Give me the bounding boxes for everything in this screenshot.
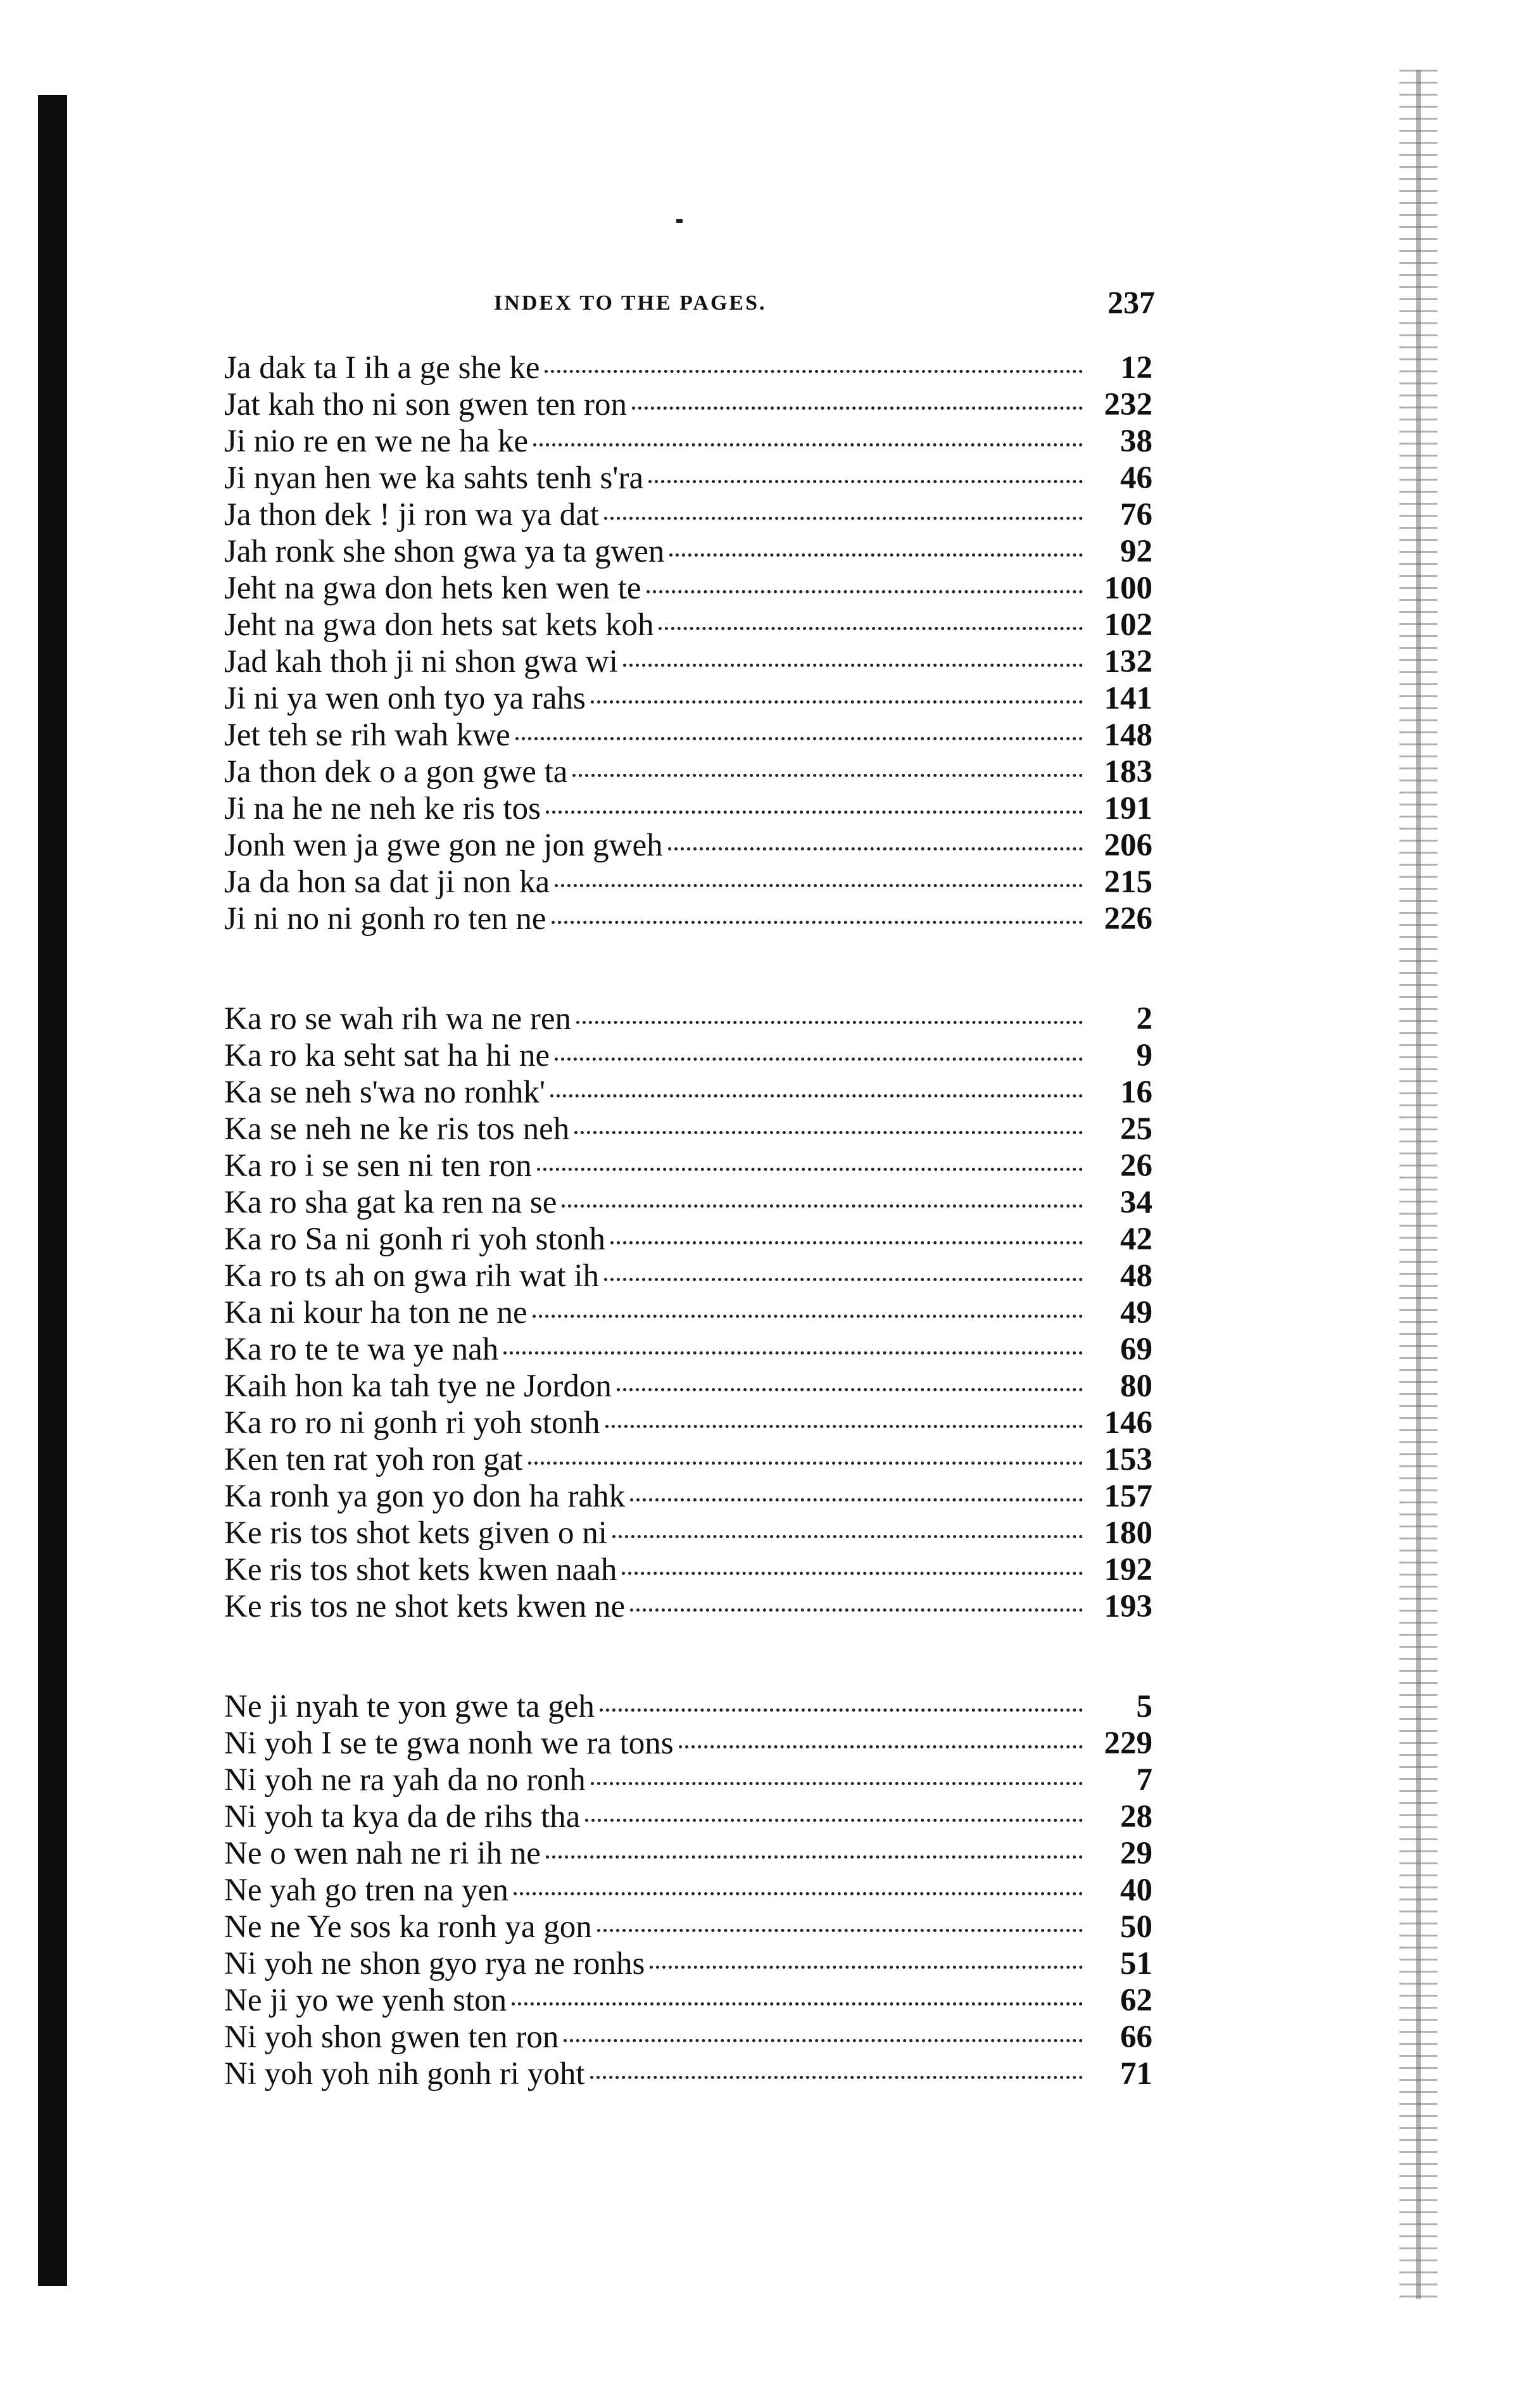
entry-title: Ni yoh ne ra yah da no ronh bbox=[224, 1762, 586, 1798]
entry-page-number: 51 bbox=[1120, 1946, 1152, 1981]
index-entry bbox=[224, 680, 1152, 717]
entry-title: Ja dak ta I ih a ge she ke bbox=[224, 350, 540, 386]
entry-page-number: 80 bbox=[1120, 1368, 1152, 1404]
entry-page-number: 16 bbox=[1120, 1075, 1152, 1110]
entry-page-number: 92 bbox=[1120, 534, 1152, 569]
dot-leader bbox=[605, 1425, 1083, 1428]
entry-title: Ni yoh I se te gwa nonh we ra tons bbox=[224, 1726, 674, 1761]
entry-page-number: 28 bbox=[1120, 1799, 1152, 1835]
entry-page-number: 40 bbox=[1120, 1873, 1152, 1908]
entry-page-number: 100 bbox=[1104, 571, 1152, 606]
entry-page-number: 38 bbox=[1120, 424, 1152, 459]
entry-title: Ji nyan hen we ka sahts tenh s'ra bbox=[224, 460, 644, 496]
entry-title: Ji ni no ni gonh ro ten ne bbox=[224, 901, 546, 937]
index-entry bbox=[224, 1515, 1152, 1551]
entry-page-number: 25 bbox=[1120, 1111, 1152, 1147]
entry-title: Kaih hon ka tah tye ne Jordon bbox=[224, 1368, 612, 1404]
index-entry bbox=[224, 1368, 1152, 1405]
dot-leader bbox=[630, 1608, 1083, 1612]
entry-title: Jet teh se rih wah kwe bbox=[224, 717, 510, 753]
index-entry bbox=[224, 1945, 1152, 1982]
entry-title: Ne ji nyah te yon gwe ta geh bbox=[224, 1689, 595, 1724]
index-entry bbox=[224, 1331, 1152, 1368]
entry-page-number: 26 bbox=[1120, 1148, 1152, 1184]
index-entry bbox=[224, 790, 1152, 827]
page-fore-edge bbox=[1399, 70, 1437, 2299]
entry-title: Ka ro Sa ni gonh ri yoh stonh bbox=[224, 1222, 606, 1257]
entry-title: Ne ji yo we yenh ston bbox=[224, 1983, 507, 2018]
dot-leader bbox=[564, 2039, 1083, 2042]
entry-title: Ka ro te te wa ye nah bbox=[224, 1332, 499, 1367]
dot-leader bbox=[572, 774, 1083, 777]
entry-page-number: 42 bbox=[1120, 1222, 1152, 1257]
entry-title: Ne yah go tren na yen bbox=[224, 1873, 508, 1908]
dot-leader bbox=[659, 627, 1083, 630]
dot-leader bbox=[562, 1204, 1083, 1208]
entry-title: Ka se neh ne ke ris tos neh bbox=[224, 1111, 570, 1147]
dot-leader bbox=[590, 2076, 1083, 2079]
dot-leader bbox=[597, 1929, 1083, 1932]
index-entry bbox=[224, 2056, 1152, 2092]
dot-leader bbox=[555, 1058, 1083, 1061]
index-entry bbox=[224, 1111, 1152, 1147]
entry-title: Ka ro ts ah on gwa rih wat ih bbox=[224, 1258, 600, 1294]
dot-leader bbox=[533, 1315, 1083, 1318]
index-entry bbox=[224, 533, 1152, 570]
dot-leader bbox=[622, 1572, 1083, 1575]
entry-page-number: 206 bbox=[1104, 828, 1152, 863]
index-entry bbox=[224, 1725, 1152, 1762]
index-entry bbox=[224, 1688, 1152, 1725]
index-entry bbox=[224, 1221, 1152, 1258]
dot-leader bbox=[648, 480, 1083, 483]
entry-title: Ke ris tos shot kets given o ni bbox=[224, 1515, 607, 1551]
entry-title: Ji ni ya wen onh tyo ya rahs bbox=[224, 681, 586, 716]
entry-title: Ni yoh ne shon gyo rya ne ronhs bbox=[224, 1946, 645, 1981]
index-entry bbox=[224, 1147, 1152, 1184]
dot-leader bbox=[546, 1855, 1083, 1859]
dot-leader bbox=[533, 443, 1083, 446]
page-header bbox=[228, 284, 1155, 322]
index-entry bbox=[224, 717, 1152, 754]
index-entry bbox=[224, 423, 1152, 460]
entry-page-number: 132 bbox=[1104, 644, 1152, 679]
index-entry bbox=[224, 754, 1152, 790]
dot-leader bbox=[503, 1351, 1083, 1355]
index-entry bbox=[224, 1478, 1152, 1515]
entry-title: Ka se neh s'wa no ronhk' bbox=[224, 1075, 546, 1110]
index-entry bbox=[224, 496, 1152, 533]
index-entry bbox=[224, 1982, 1152, 2019]
entry-title: Ka ni kour ha ton ne ne bbox=[224, 1295, 527, 1330]
entry-page-number: 153 bbox=[1104, 1442, 1152, 1477]
entry-title: Ke ris tos ne shot kets kwen ne bbox=[224, 1589, 626, 1624]
entry-page-number: 5 bbox=[1136, 1689, 1152, 1724]
entry-title: Ke ris tos shot kets kwen naah bbox=[224, 1552, 617, 1588]
entry-title: Ken ten rat yoh ron gat bbox=[224, 1442, 523, 1477]
dot-leader bbox=[612, 1535, 1083, 1538]
entry-page-number: 191 bbox=[1104, 791, 1152, 826]
index-entry bbox=[224, 2019, 1152, 2056]
dot-leader bbox=[555, 884, 1083, 887]
entry-title: Ja thon dek o a gon gwe ta bbox=[224, 754, 568, 790]
entry-page-number: 69 bbox=[1120, 1332, 1152, 1367]
dot-leader bbox=[647, 590, 1083, 593]
index-entry bbox=[224, 1762, 1152, 1798]
page-binding-edge bbox=[38, 95, 67, 2286]
entry-page-number: 48 bbox=[1120, 1258, 1152, 1294]
entry-title: Ni yoh ta kya da de rihs tha bbox=[224, 1799, 581, 1835]
entry-page-number: 62 bbox=[1120, 1983, 1152, 2018]
index-entry bbox=[224, 864, 1152, 900]
entry-title: Ne o wen nah ne ri ih ne bbox=[224, 1836, 541, 1871]
entry-page-number: 34 bbox=[1120, 1185, 1152, 1220]
dot-leader bbox=[550, 1094, 1083, 1097]
index-entry bbox=[224, 1588, 1152, 1625]
index-entry bbox=[224, 1074, 1152, 1111]
entry-title: Ka ro ka seht sat ha hi ne bbox=[224, 1038, 550, 1073]
entry-page-number: 215 bbox=[1104, 864, 1152, 900]
entry-title: Ne ne Ye sos ka ronh ya gon bbox=[224, 1909, 592, 1945]
index-entry bbox=[224, 460, 1152, 496]
index-entry bbox=[224, 607, 1152, 643]
index-entry bbox=[224, 1037, 1152, 1074]
dot-leader bbox=[514, 1892, 1083, 1895]
dot-leader bbox=[591, 700, 1083, 704]
index-entry bbox=[224, 643, 1152, 680]
entry-title: Ka ronh ya gon yo don ha rahk bbox=[224, 1479, 626, 1514]
index-entry bbox=[224, 386, 1152, 423]
entry-page-number: 2 bbox=[1136, 1001, 1152, 1037]
dot-leader bbox=[679, 1745, 1083, 1748]
entry-page-number: 141 bbox=[1104, 681, 1152, 716]
entry-page-number: 102 bbox=[1104, 607, 1152, 643]
entry-page-number: 7 bbox=[1136, 1762, 1152, 1798]
dot-leader bbox=[668, 847, 1083, 850]
index-entry bbox=[224, 1441, 1152, 1478]
dot-leader bbox=[591, 1782, 1083, 1785]
index-section bbox=[224, 1001, 1152, 1625]
dot-leader bbox=[574, 1131, 1083, 1134]
dot-leader bbox=[545, 370, 1083, 373]
entry-title: Ni yoh shon gwen ten ron bbox=[224, 2019, 559, 2055]
entry-title: Ka ro sha gat ka ren na se bbox=[224, 1185, 557, 1220]
entry-title: Jad kah thoh ji ni shon gwa wi bbox=[224, 644, 618, 679]
dot-leader bbox=[650, 1966, 1083, 1969]
entry-title: Jeht na gwa don hets ken wen te bbox=[224, 571, 641, 606]
index-entry bbox=[224, 900, 1152, 937]
dot-leader bbox=[610, 1241, 1083, 1244]
entry-page-number: 148 bbox=[1104, 717, 1152, 753]
index-entry bbox=[224, 1909, 1152, 1945]
index-entry bbox=[224, 1294, 1152, 1331]
dot-leader bbox=[604, 1278, 1083, 1281]
entry-title: Jah ronk she shon gwa ya ta gwen bbox=[224, 534, 665, 569]
index-entry bbox=[224, 1798, 1152, 1835]
entry-title: Jeht na gwa don hets sat kets koh bbox=[224, 607, 654, 643]
dot-leader bbox=[576, 1021, 1083, 1024]
entry-title: Ka ro i se sen ni ten ron bbox=[224, 1148, 532, 1184]
page-number: 237 bbox=[1108, 284, 1155, 320]
print-speck bbox=[676, 219, 683, 223]
dot-leader bbox=[512, 2002, 1083, 2006]
entry-page-number: 9 bbox=[1136, 1038, 1152, 1073]
index-list bbox=[224, 350, 1152, 2156]
entry-page-number: 66 bbox=[1120, 2019, 1152, 2055]
entry-title: Ji nio re en we ne ha ke bbox=[224, 424, 529, 459]
entry-page-number: 12 bbox=[1120, 350, 1152, 386]
entry-title: Jat kah tho ni son gwen ten ron bbox=[224, 387, 627, 422]
entry-page-number: 46 bbox=[1120, 460, 1152, 496]
dot-leader bbox=[528, 1462, 1083, 1465]
dot-leader bbox=[623, 664, 1083, 667]
entry-title: Ji na he ne neh ke ris tos bbox=[224, 791, 541, 826]
dot-leader bbox=[630, 1498, 1083, 1501]
index-entry bbox=[224, 1258, 1152, 1294]
dot-leader bbox=[669, 553, 1083, 557]
dot-leader bbox=[585, 1819, 1083, 1822]
entry-page-number: 50 bbox=[1120, 1909, 1152, 1945]
index-entry bbox=[224, 1184, 1152, 1221]
dot-leader bbox=[515, 737, 1083, 740]
index-entry bbox=[224, 1551, 1152, 1588]
entry-page-number: 226 bbox=[1104, 901, 1152, 937]
entry-title: Jonh wen ja gwe gon ne jon gweh bbox=[224, 828, 663, 863]
entry-page-number: 193 bbox=[1104, 1589, 1152, 1624]
dot-leader bbox=[617, 1388, 1083, 1391]
index-section bbox=[224, 350, 1152, 937]
entry-page-number: 192 bbox=[1104, 1552, 1152, 1588]
entry-page-number: 29 bbox=[1120, 1836, 1152, 1871]
index-entry bbox=[224, 1405, 1152, 1441]
entry-title: Ja da hon sa dat ji non ka bbox=[224, 864, 550, 900]
index-entry bbox=[224, 1835, 1152, 1872]
index-entry bbox=[224, 1872, 1152, 1909]
entry-page-number: 157 bbox=[1104, 1479, 1152, 1514]
entry-title: Ja thon dek ! ji ron wa ya dat bbox=[224, 497, 600, 533]
index-entry bbox=[224, 1001, 1152, 1037]
dot-leader bbox=[632, 407, 1083, 410]
dot-leader bbox=[537, 1168, 1083, 1171]
entry-page-number: 229 bbox=[1104, 1726, 1152, 1761]
dot-leader bbox=[552, 921, 1083, 924]
dot-leader bbox=[600, 1709, 1083, 1712]
entry-title: Ka ro ro ni gonh ri yoh stonh bbox=[224, 1405, 600, 1441]
entry-page-number: 180 bbox=[1104, 1515, 1152, 1551]
index-entry bbox=[224, 570, 1152, 607]
entry-page-number: 71 bbox=[1120, 2056, 1152, 2092]
entry-page-number: 183 bbox=[1104, 754, 1152, 790]
entry-title: Ni yoh yoh nih gonh ri yoht bbox=[224, 2056, 585, 2092]
index-section bbox=[224, 1688, 1152, 2092]
entry-title: Ka ro se wah rih wa ne ren bbox=[224, 1001, 572, 1037]
entry-page-number: 232 bbox=[1104, 387, 1152, 422]
entry-page-number: 146 bbox=[1104, 1405, 1152, 1441]
entry-page-number: 76 bbox=[1120, 497, 1152, 533]
index-entry bbox=[224, 827, 1152, 864]
dot-leader bbox=[546, 811, 1083, 814]
dot-leader bbox=[604, 517, 1083, 520]
entry-page-number: 49 bbox=[1120, 1295, 1152, 1330]
index-entry bbox=[224, 350, 1152, 386]
running-title: INDEX TO THE PAGES. bbox=[494, 291, 767, 315]
